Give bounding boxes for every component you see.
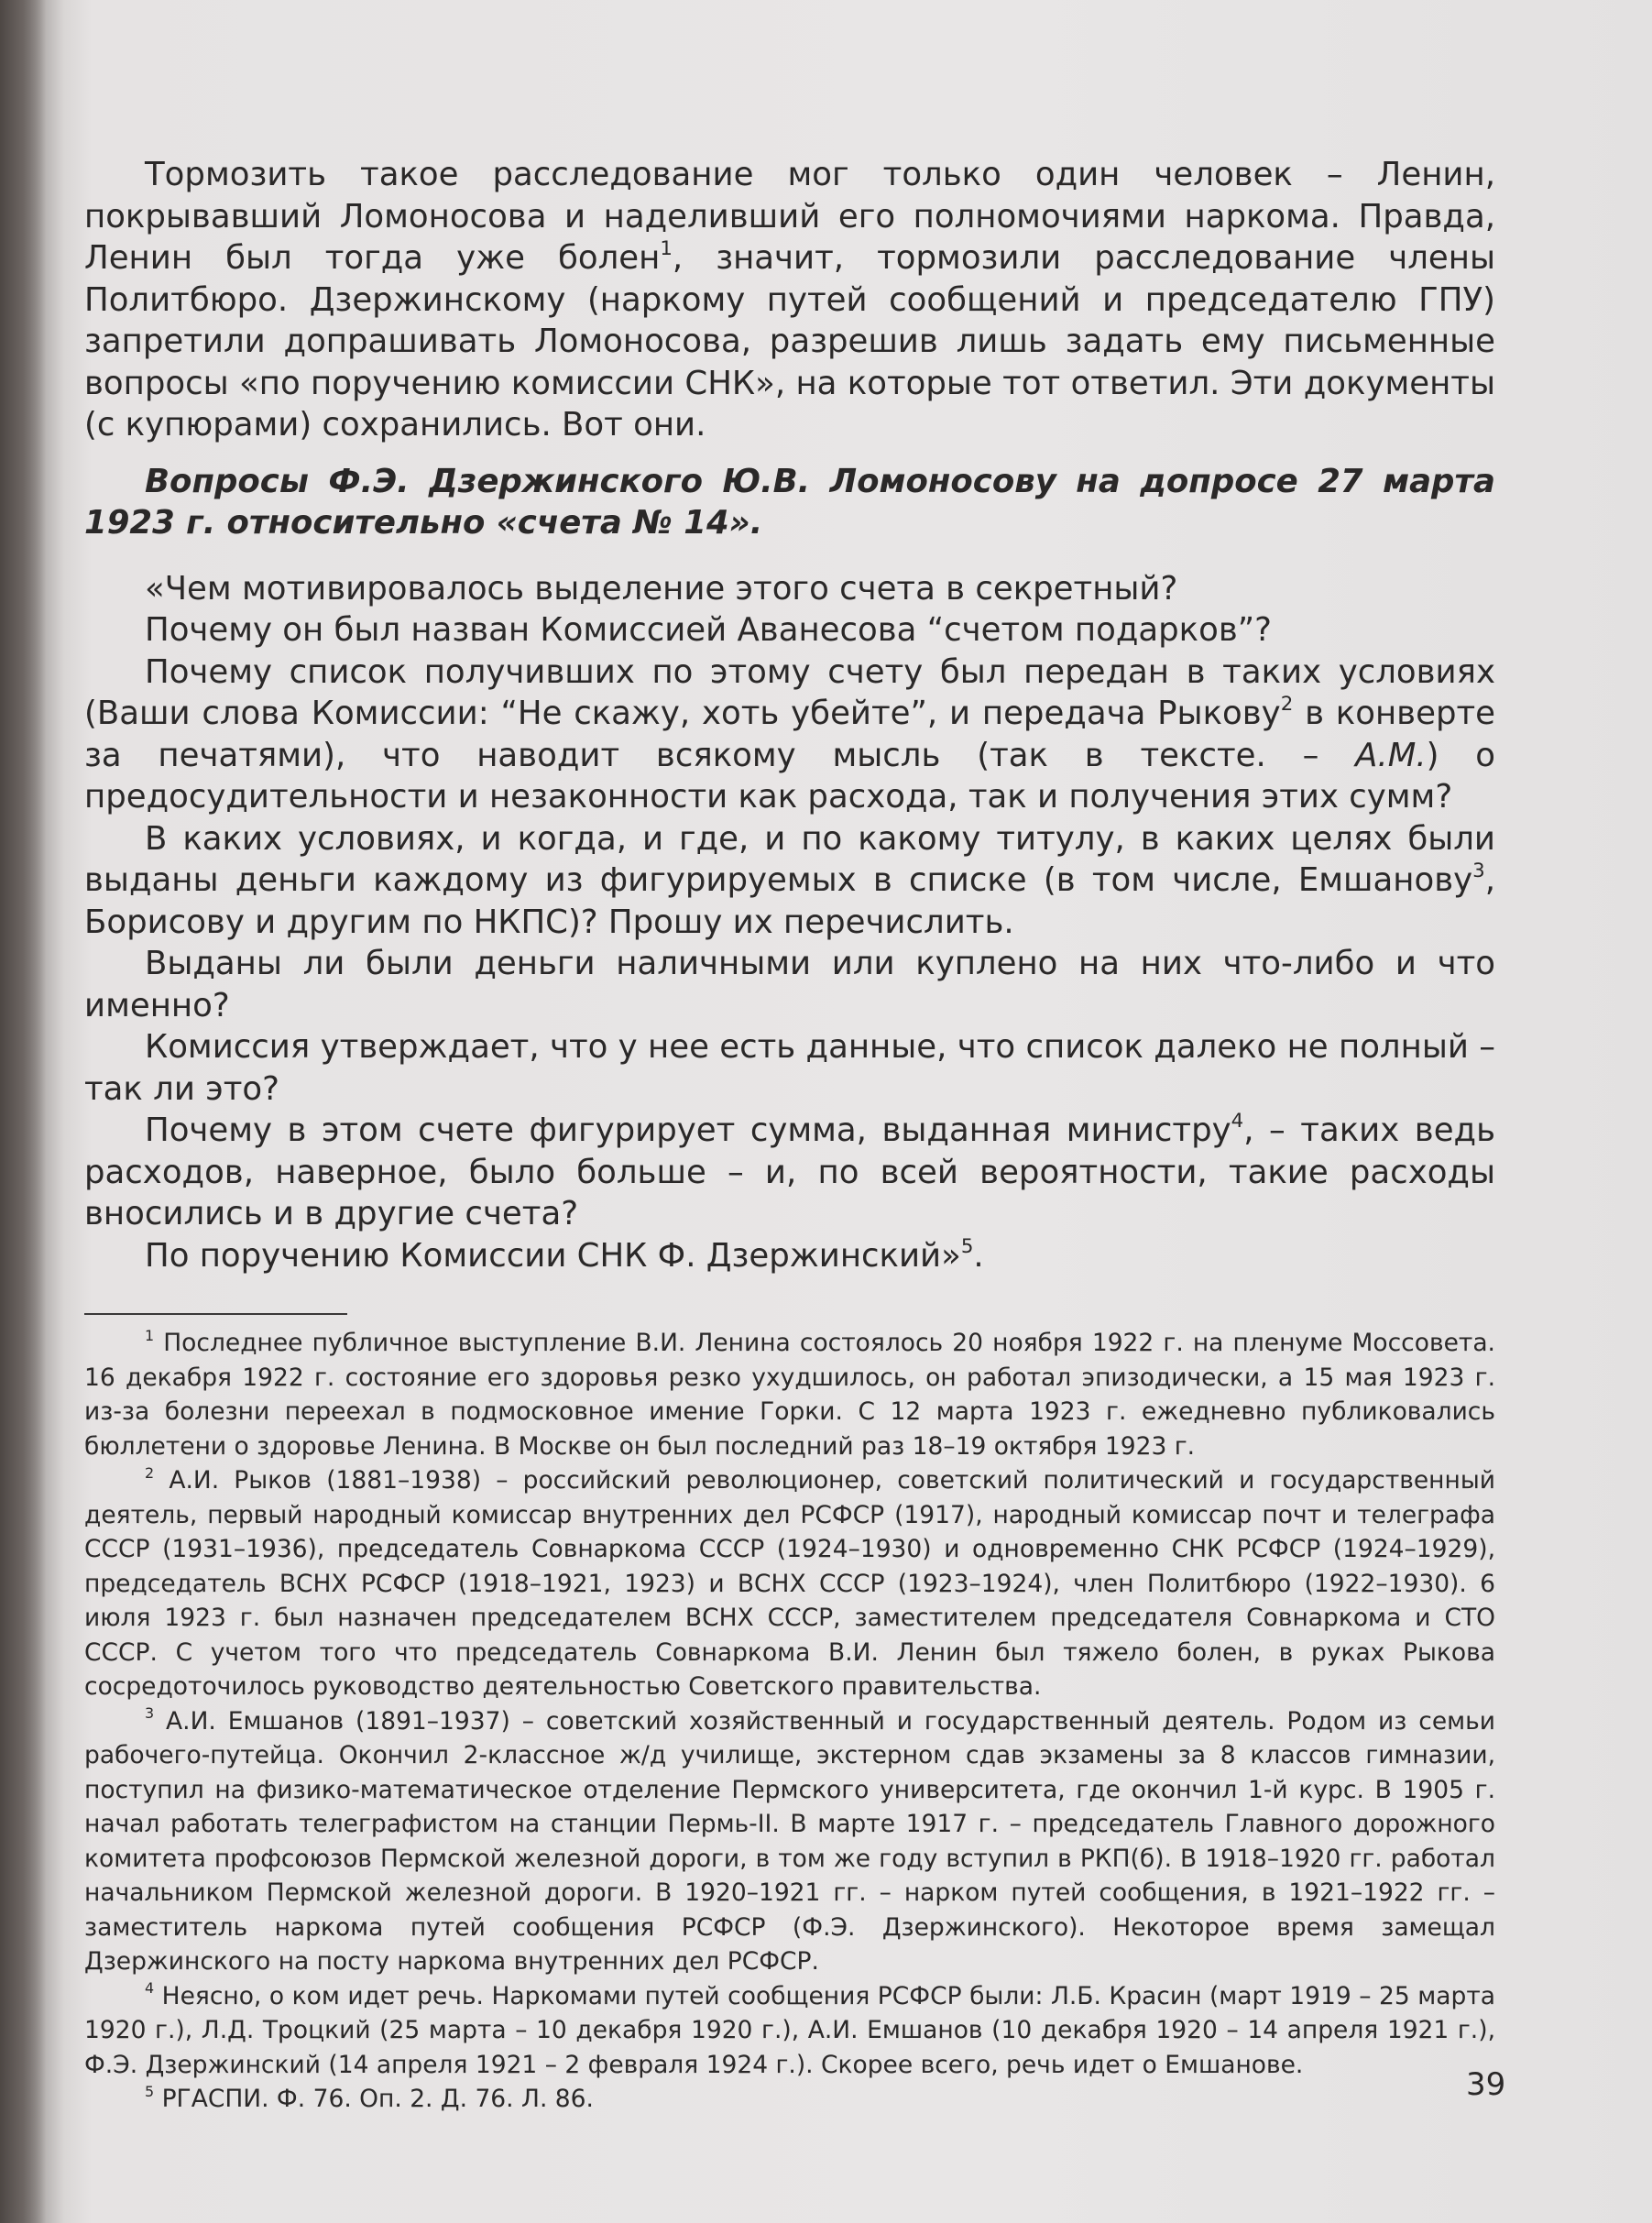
question-1: «Чем мотивировалось выделение этого счета в секретный?: [145, 569, 1178, 608]
paragraph-intro: Тормозить такое расследование мог только один человек – Ленин, покрывавший Ломоносова и наделивший его полномочиями наркома. Правда, Ленин был тогда уже болен$^1$, значит, тормозили расследование члены Политбюро. Дзержинскому (наркому путей сообщений и председателю ГПУ) запретили допрашивать Ломоносова, разрешив лишь задать ему письменные вопросы «по поручению комиссии СНК», на которые тот ответил. Эти документы (с купюрами) сохранились. Вот они.: [84, 156, 1495, 444]
book-spine-shadow: [0, 0, 46, 2223]
footnote-ref-1: 1: [660, 237, 673, 261]
footnote-2: $^2$ А.И. Рыков (1881–1938) – российский революционер, советский политический и государственный деятель, первый народный комиссар внутренних дел РСФСР (1917), народный комиссар почт и телеграфа СССР (1931–1936), председатель Совнаркома СССР (1924–1930) и одновременно СНК РСФСР (1924–1929), председатель ВСНХ РСФСР (1918–1921, 1923) и ВСНХ СССР (1923–1924), член Политбюро (1922–1930). 6 июля 1923 г. был назначен председателем ВСНХ СССР, заместителем председателя Совнаркома и СТО СССР. С учетом того что председатель Совнаркома В.И. Ленин был тяжело болен, в руках Рыкова сосредоточилось руководство деятельностью Советского правительства.: [84, 1463, 1495, 1701]
footnote-4: $^4$ Неясно, о ком идет речь. Наркомами путей сообщения РСФСР были: Л.Б. Красин (март 1919 – 25 марта 1920 г.), Л.Д. Троцкий (25 марта – 10 декабря 1920 г.), А.И. Емшанов (10 декабря 1920 – 14 апреля 1921 г.), Ф.Э. Дзержинский (14 апреля 1921 – 2 февраля 1924 г.). Скорее всего, речь идет о Емшанове.: [84, 1979, 1495, 2079]
document-heading: Вопросы Ф.Э. Дзержинского Ю.В. Ломоносову на допросе 27 марта 1923 г. относительно «счета № 14».: [84, 462, 1495, 542]
main-text: [84, 154, 1495, 1276]
page-number: 39: [1466, 2066, 1506, 2103]
page-content: [84, 154, 1495, 2117]
footnote-5: $^5$ РГАСПИ. Ф. 76. Оп. 2. Д. 76. Л. 86.: [145, 2082, 594, 2113]
question-7: Почему в этом счете фигурирует сумма, выданная министру$^4$, – таких ведь расходов, наверное, было больше – и, по всей вероятности, такие расходы вносились и в другие счета?: [84, 1110, 1496, 1232]
question-5: Выданы ли были деньги наличными или куплено на них что-либо и что именно?: [84, 945, 1495, 1024]
footnote-ref-2: 2: [1280, 693, 1294, 717]
footnotes: [84, 1326, 1495, 2117]
footnote-1: $^1$ Последнее публичное выступление В.И. Ленина состоялось 20 ноября 1922 г. на пленуме Моссовета. 16 декабря 1922 г. состояние его здоровья резко ухудшилось, он работал эпизодически, а 15 мая 1923 г. из-за болезни переехал в подмосковное имение Горки. С 12 марта 1923 г. ежедневно публиковались бюллетени о здоровье Ленина. В Москве он был последний раз 18–19 октября 1923 г.: [84, 1326, 1495, 1461]
question-2: Почему он был назван Комиссией Аванесова “счетом подарков”?: [145, 611, 1272, 649]
footnote-3: $^3$ А.И. Емшанов (1891–1937) – советский хозяйственный и государственный деятель. Родом из семьи рабочего-путейца. Окончил 2-классное ж/д училище, экстерном сдав экзамены за 8 классов гимназии, поступил на физико-математическое отделение Пермского университета, где окончил 1-й курс. В 1905 г. начал работать телеграфистом на станции Пермь-II. В марте 1917 г. – председатель Главного дорожного комитета профсоюзов Пермской железной дороги, в том же году вступил в РКП(б). В 1918–1920 гг. работал начальником Пермской железной дороги. В 1920–1921 гг. – нарком путей сообщения, в 1921–1922 гг. – заместитель наркома путей сообщения РСФСР (Ф.Э. Дзержинского). Некоторое время замещал Дзержинского на посту наркома внутренних дел РСФСР.: [84, 1704, 1495, 1976]
question-6: Комиссия утверждает, что у нее есть данные, что список далеко не полный – так ли это?: [84, 1028, 1495, 1108]
footnote-divider: [84, 1313, 347, 1315]
footnote-ref-3: 3: [1472, 860, 1485, 883]
signature-line: По поручению Комиссии СНК Ф. Дзержинский»$^5$.: [145, 1234, 984, 1275]
footnote-ref-4: 4: [1231, 1110, 1244, 1133]
question-4: В каких условиях, и когда, и где, и по какому титулу, в каких целях были выданы деньги каждому из фигурируемых в списке (в том числе, Емшанову$^3$, Борисову и другим по НКПС)? Прошу их перечислить.: [84, 819, 1495, 941]
footnote-ref-5: 5: [960, 1234, 974, 1258]
question-3: Почему список получивших по этому счету был передан в таких условиях (Ваши слова Комиссии: “Не скажу, хоть убейте”, и передача Рыкову$^2$ в конверте за печатями), что наводит всякому мысль (так в тексте. – А.М.) о предосудительности и незаконности как расхода, так и получения этих сумм?: [84, 652, 1496, 816]
